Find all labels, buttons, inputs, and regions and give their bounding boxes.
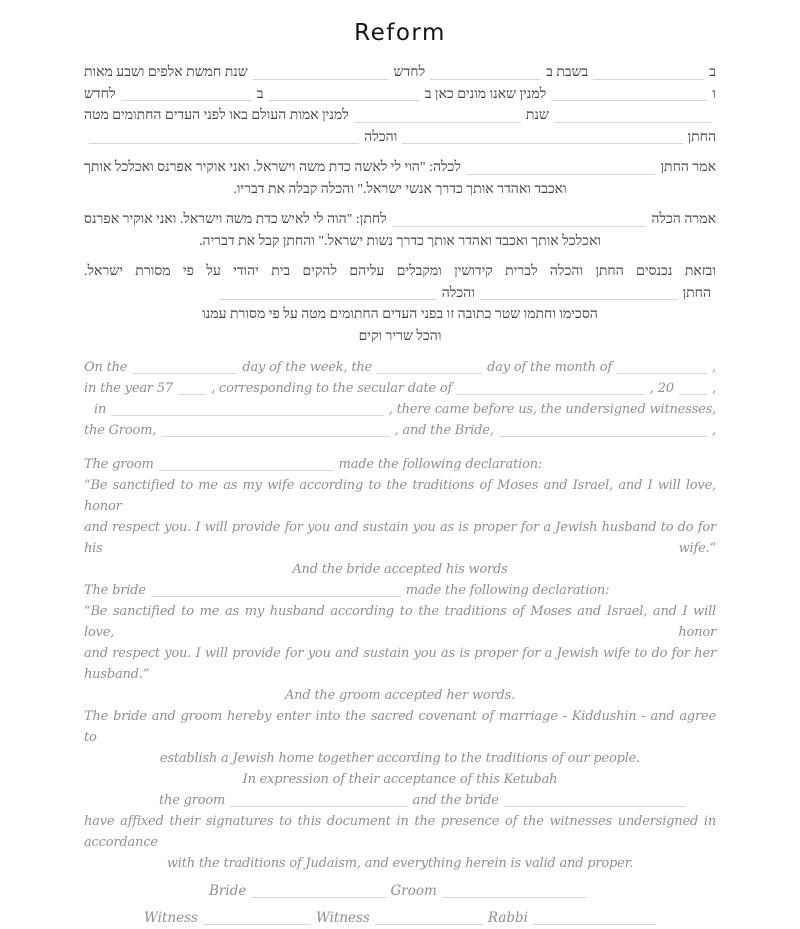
blank-field: [268, 98, 419, 101]
bride-declaration-text-2: and respect you. I will provide for you and sustain you as is proper for a Jewish wife to do for her husband.”: [84, 646, 716, 682]
text-segment: ב: [256, 86, 264, 102]
text-segment: The bride: [84, 583, 146, 598]
text-segment: שנת חמשת אלפים ושבע מאות: [83, 65, 248, 80]
english-text-section: [84, 357, 716, 874]
hebrew-date-line-3: [84, 105, 716, 127]
text-segment: , 20: [649, 381, 674, 396]
text-segment: the Groom,: [84, 423, 157, 438]
text-segment: לחדש: [393, 65, 426, 80]
hebrew-bride-declaration-2: ואכלכל אותך ואכבד ואהדר אותך כדרך נשות ישראל." והחתן קבל את דבריה.: [199, 233, 601, 249]
hebrew-date-line-1: [84, 62, 716, 84]
text-segment: in the year 57: [84, 381, 173, 396]
bride-declaration-text-1: “Be sanctified to me as my husband according to the traditions of Moses and Israel, and I will love, honor: [84, 604, 716, 640]
text-segment: לחדש: [84, 86, 116, 102]
page-title: Reform: [354, 20, 446, 46]
english-date-line-2: [84, 378, 716, 399]
blank-field: [480, 297, 678, 300]
blank-field: [430, 77, 541, 80]
blank-field: [466, 172, 656, 175]
blank-field: [161, 434, 389, 437]
blank-field: [230, 804, 408, 807]
text-segment: ,: [712, 360, 716, 375]
bride-accepted-line: And the bride accepted his words: [292, 562, 508, 577]
english-date-line-1: [84, 357, 716, 378]
covenant-line-2: establish a Jewish home together according to the traditions of our people.: [159, 751, 641, 766]
text-segment: החתן: [682, 285, 711, 301]
text-segment: החתן: [687, 129, 716, 145]
text-segment: ב: [709, 65, 716, 80]
blank-field: [111, 413, 384, 416]
hebrew-names-line-2: [84, 283, 716, 305]
blank-field: [392, 224, 647, 227]
blank-field: [551, 98, 707, 101]
blank-field: [159, 468, 334, 471]
blank-field: [457, 392, 645, 395]
ketubah-document: [84, 0, 716, 929]
blank-field: [132, 371, 237, 374]
blank-field: [253, 77, 389, 80]
blank-field: [151, 594, 401, 597]
text-segment: בשבת ב: [546, 65, 589, 80]
bride-declaration-intro: [84, 580, 716, 601]
text-segment: ,: [712, 381, 716, 396]
covenant-line-1: The bride and groom hereby enter into the sacred covenant of marriage - Kiddushin - and agree to: [84, 709, 716, 745]
text-segment: והכלה: [364, 129, 398, 145]
text-segment: the groom: [159, 793, 226, 808]
hebrew-groom-declaration-2: ואכבד ואהדר אותך כדרך אנשי ישראל." והכלה קבלה את דבריו.: [233, 181, 567, 197]
text-segment: לכלה: "הוי לי לאשה כדת משה וישראל. ואני אוקיר אפרנס ואכלכל אותך: [84, 160, 461, 175]
blank-field: [554, 120, 711, 123]
text-segment: , there came before us, the undersigned witnesses,: [388, 402, 716, 417]
blank-field: [442, 895, 586, 898]
affixed-line-2: with the traditions of Judaism, and everything herein is valid and proper.: [166, 856, 634, 871]
text-segment: made the following declaration:: [405, 583, 610, 598]
blank-field: [402, 141, 682, 144]
text-segment: אמרה הכלה: [651, 212, 716, 227]
text-segment: והכלה: [441, 285, 475, 301]
text-segment: למנין שאנו מונים כאן ב: [424, 86, 547, 102]
text-segment: לחתן: "הוה לי לאיש כדת משה וישראל. ואני אוקיר אפרנס: [84, 212, 387, 227]
text-segment: The groom: [84, 457, 154, 472]
text-segment: Rabbi: [487, 910, 528, 926]
witness-rabbi-signature-row: [84, 908, 716, 929]
hebrew-date-line-2: [84, 84, 716, 106]
groom-declaration-text-2: and respect you. I will provide for you and sustain you as is proper for a Jewish husband to do for his wife.”: [84, 520, 716, 556]
blank-field: [375, 922, 483, 925]
groom-accepted-line: And the groom accepted her words.: [284, 688, 516, 703]
text-segment: Witness: [144, 910, 198, 926]
blank-field: [121, 98, 252, 101]
signature-section: [84, 881, 716, 929]
blank-field: [178, 392, 206, 395]
text-segment: Groom: [390, 883, 437, 899]
text-segment: שנת: [525, 108, 549, 123]
blank-field: [533, 922, 656, 925]
hebrew-covenant-line: ובזאת נכנסים החתן והכלה לברית קידושין ומקבלים עליהם להקים בית יהודי על פי מסורת ישראל.: [84, 264, 716, 279]
text-segment: day of the month of: [487, 360, 612, 375]
hebrew-closing-line: והכל שריר וקים: [358, 328, 442, 344]
text-segment: day of the week, the: [242, 360, 373, 375]
english-place-line: [84, 399, 716, 420]
blank-field: [377, 371, 482, 374]
blank-field: [617, 371, 707, 374]
blank-field: [251, 895, 385, 898]
acceptance-line: In expression of their acceptance of this Ketubah: [242, 772, 558, 787]
blank-field: [593, 77, 704, 80]
text-segment: אמר החתן: [660, 160, 716, 175]
hebrew-bride-declaration-1: [84, 209, 716, 231]
blank-field: [679, 392, 707, 395]
bride-groom-signature-row: [84, 881, 716, 902]
groom-declaration-text-1: “Be sanctified to me as my wife according to the traditions of Moses and Israel, and I will love, honor: [84, 478, 716, 514]
blank-field: [499, 434, 707, 437]
blank-field: [219, 297, 437, 300]
text-segment: in: [94, 402, 107, 417]
blank-field: [504, 804, 686, 807]
blank-field: [203, 922, 311, 925]
blank-field: [89, 141, 359, 144]
text-segment: Bride: [209, 883, 247, 899]
hebrew-names-line: [84, 127, 716, 149]
groom-declaration-intro: [84, 454, 716, 475]
hebrew-agreement-line: הסכימו וחתמו שטר כתובה זו בפני העדים החתומים מטה על פי מסורת עמנו: [202, 307, 598, 322]
text-segment: made the following declaration:: [338, 457, 543, 472]
blank-field: [354, 120, 521, 123]
text-segment: On the: [84, 360, 128, 375]
affixed-line-1: have affixed their signatures to this document in the presence of the witnesses undersigned in accordance: [84, 814, 716, 850]
text-segment: and the bride: [412, 793, 499, 808]
acceptance-names-line: [84, 790, 716, 811]
text-segment: ,: [712, 423, 716, 438]
english-names-line: [84, 420, 716, 441]
text-segment: , and the Bride,: [394, 423, 494, 438]
hebrew-text-section: [84, 62, 716, 347]
text-segment: , corresponding to the secular date of: [211, 381, 453, 396]
text-segment: למנין אמות העולם באו לפני העדים החתומים מטה: [84, 108, 349, 123]
text-segment: Witness: [315, 910, 370, 926]
hebrew-groom-declaration-1: [84, 157, 716, 179]
text-segment: ו: [712, 86, 716, 102]
